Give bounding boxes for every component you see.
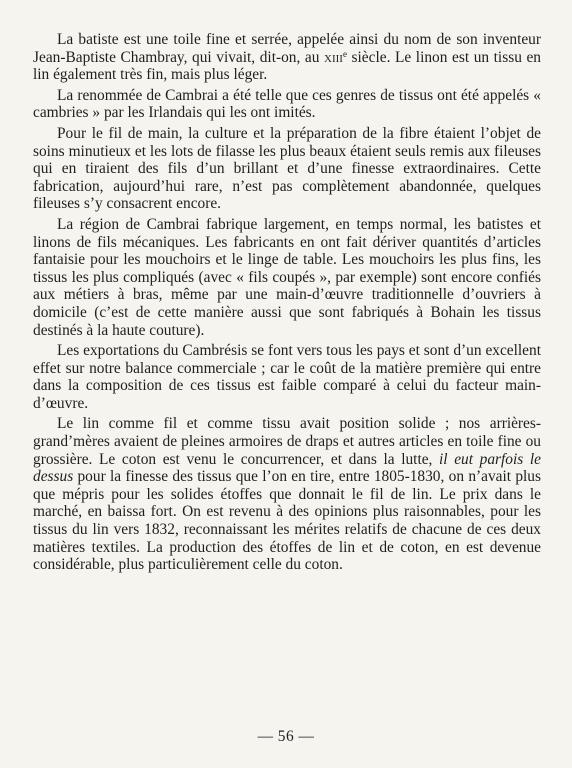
- paragraph-text: Le lin comme fil et comme tissu avait position solide ; nos arrières-grand’mères avaient de pleines armoires de draps et autres articles en toile fine ou grossière. Le coton est venu le concurrencer, et dans la lutte,: [33, 415, 541, 468]
- page-number: — 56 —: [257, 728, 315, 745]
- paragraph-text: La batiste est une toile fine et serrée, appelée ainsi du nom de son inventeur Jean-Baptiste Chambray, qui vivait, dit-on, au: [33, 31, 541, 66]
- paragraph-exportations: Les exportations du Cambrésis se font vers tous les pays et sont d’un excellent effet sur notre balance commerciale ; car le coût de la matière première qui entre dans la composition de ces tissus est faible comparé à celui du facteur main-d’œuvre.: [33, 342, 541, 412]
- page-text: [33, 31, 541, 577]
- paragraph-renommee: La renommée de Cambrai a été telle que ces genres de tissus ont été appelés « cambries » par les Irlandais qui les ont imités.: [33, 86, 541, 122]
- paragraph-batiste: [33, 31, 541, 84]
- paragraph-fil-de-main: Pour le fil de main, la culture et la préparation de la fibre étaient l’objet de soins minutieux et les lots de filasse les plus beaux étaient seuls remis aux fileuses qui en tiraient des fils d’un brillant et d’une finesse extraordinaires. Cette fabrication, aujourd’hui rare, n’est pas complètement abandonnée, quelques fileuses s’y consacrent encore.: [33, 124, 541, 213]
- italic-phrase: il eut parfois le dessus: [33, 450, 541, 486]
- paragraph-region: La région de Cambrai fabrique largement, en temps normal, les batistes et linons de fils mécaniques. Les fabricants en ont fait dériver quantités d’articles fantaisie pour les mouchoirs et le linge de table. Les mouchoirs les plus fins, les tissus les plus compliqués (avec « fils coupés », par exemple) sont encore confiés aux métiers à bras, même par une main-d’œuvre traditionnelle d’ouvriers à domicile (c’est de cette manière aussi que sont fabriqués à Bohain les tissus destinés à la haute couture).: [33, 215, 541, 339]
- paragraph-text: siècle. Le linon est un tissu en lin également très fin, mais plus léger.: [33, 48, 541, 84]
- paragraph-text: pour la finesse des tissus que l’on en tire, entre 1805-1830, on n’avait plus que mépris pour les solides étoffes que donnait le fil de lin. Le prix dans le marché, en baissa fort. On est revenu à des opinions plus raisonnables, pour les tissus du lin vers 1832, reconnaissant les mérites relatifs de chacune de ces deux matières textiles. La production des étoffes de lin et de coton, en est devenue considérable, plus particulièrement celle du coton.: [33, 468, 541, 574]
- century-numeral: xiii: [324, 48, 343, 66]
- paragraph-lin-coton: [33, 415, 541, 573]
- century-superscript: e: [342, 48, 347, 59]
